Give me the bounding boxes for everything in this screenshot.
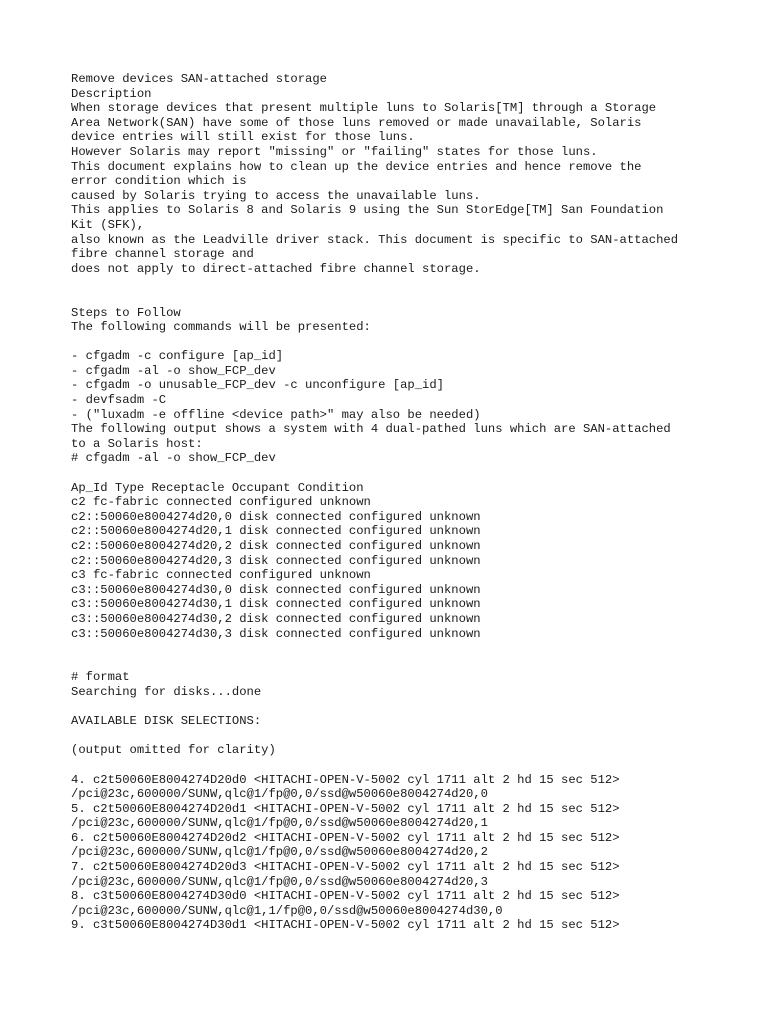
steps-intro: The following commands will be presented:: [71, 320, 371, 335]
command-item: - ("luxadm -e offline <device path>" may also be needed): [71, 407, 481, 422]
disk-list: [71, 773, 731, 934]
description-line: However Solaris may report "missing" or "failing" states for those luns.: [71, 144, 598, 159]
cfgadm-row: c2::50060e8004274d20,3 disk connected configured unknown: [71, 553, 481, 568]
cfgadm-row: c2 fc-fabric connected configured unknown: [71, 495, 371, 510]
spacer: [71, 276, 731, 291]
description-body: [71, 101, 731, 276]
command-item: - cfgadm -al -o show_FCP_dev: [71, 363, 276, 378]
command-list: [71, 349, 731, 422]
cfgadm-row: c3::50060e8004274d30,0 disk connected configured unknown: [71, 582, 481, 597]
disk-path: /pci@23c,600000/SUNW,qlc@1/fp@0,0/ssd@w50060e8004274d20,1: [71, 816, 488, 831]
description-line: error condition which is: [71, 174, 247, 189]
spacer: [71, 729, 731, 744]
steps-heading: Steps to Follow: [71, 305, 181, 320]
disk-entry: 8. c3t50060E8004274D30d0 <HITACHI-OPEN-V-5002 cyl 1711 alt 2 hd 15 sec 512>: [71, 889, 620, 904]
command-item: - cfgadm -o unusable_FCP_dev -c unconfigure [ap_id]: [71, 378, 444, 393]
description-heading: Description: [71, 86, 152, 101]
omitted-note: (output omitted for clarity): [71, 743, 276, 758]
spacer: [71, 656, 731, 671]
document-title: Remove devices SAN-attached storage: [71, 72, 327, 86]
cfgadm-table-header: Ap_Id Type Receptacle Occupant Condition: [71, 480, 364, 495]
description-line: When storage devices that present multiple luns to Solaris[TM] through a Storage: [71, 101, 657, 116]
command-item: - devfsadm -C: [71, 393, 167, 408]
command-item: - cfgadm -c configure [ap_id]: [71, 349, 284, 364]
spacer: [71, 291, 731, 306]
cfgadm-row: c3::50060e8004274d30,2 disk connected configured unknown: [71, 611, 481, 626]
cfgadm-row: c3 fc-fabric connected configured unknown: [71, 568, 371, 583]
cfgadm-row: c3::50060e8004274d30,1 disk connected configured unknown: [71, 597, 481, 612]
cfgadm-command: # cfgadm -al -o show_FCP_dev: [71, 451, 276, 466]
spacer: [71, 700, 731, 715]
disk-entry: 6. c2t50060E8004274D20d2 <HITACHI-OPEN-V-5002 cyl 1711 alt 2 hd 15 sec 512>: [71, 830, 620, 845]
description-line: Area Network(SAN) have some of those luns removed or made unavailable, Solaris: [71, 115, 642, 130]
disk-path: /pci@23c,600000/SUNW,qlc@1/fp@0,0/ssd@w50060e8004274d20,2: [71, 845, 488, 860]
output-intro-line: to a Solaris host:: [71, 436, 203, 451]
cfgadm-row: c2::50060e8004274d20,1 disk connected configured unknown: [71, 524, 481, 539]
cfgadm-output: [71, 481, 731, 642]
spacer: [71, 758, 731, 773]
description-line: Kit (SFK),: [71, 217, 145, 232]
spacer: [71, 335, 731, 350]
disk-entry: 5. c2t50060E8004274D20d1 <HITACHI-OPEN-V-5002 cyl 1711 alt 2 hd 15 sec 512>: [71, 801, 620, 816]
cfgadm-row: c2::50060e8004274d20,2 disk connected configured unknown: [71, 539, 481, 553]
output-intro-line: The following output shows a system with 4 dual-pathed luns which are SAN-attached: [71, 422, 671, 437]
cfgadm-row: c2::50060e8004274d20,0 disk connected configured unknown: [71, 509, 481, 524]
spacer: [71, 641, 731, 656]
disk-entry: 9. c3t50060E8004274D30d1 <HITACHI-OPEN-V-5002 cyl 1711 alt 2 hd 15 sec 512>: [71, 918, 620, 933]
format-search-result: Searching for disks...done: [71, 684, 262, 699]
disk-path: /pci@23c,600000/SUNW,qlc@1/fp@0,0/ssd@w50060e8004274d20,3: [71, 874, 488, 889]
description-line: also known as the Leadville driver stack. This document is specific to SAN-attached: [71, 232, 679, 247]
disk-path: /pci@23c,600000/SUNW,qlc@1,1/fp@0,0/ssd@w50060e8004274d30,0: [71, 903, 503, 918]
description-line: This applies to Solaris 8 and Solaris 9 using the Sun StorEdge[TM] San Foundation: [71, 203, 664, 218]
disk-entry: 7. c2t50060E8004274D20d3 <HITACHI-OPEN-V-5002 cyl 1711 alt 2 hd 15 sec 512>: [71, 860, 620, 875]
description-line: device entries will still exist for those luns.: [71, 130, 415, 145]
description-line: does not apply to direct-attached fibre channel storage.: [71, 261, 481, 276]
spacer: [71, 466, 731, 481]
disk-entry: 4. c2t50060E8004274D20d0 <HITACHI-OPEN-V-5002 cyl 1711 alt 2 hd 15 sec 512>: [71, 772, 620, 787]
description-line: caused by Solaris trying to access the unavailable luns.: [71, 188, 481, 203]
description-line: fibre channel storage and: [71, 247, 254, 262]
available-disks-heading: AVAILABLE DISK SELECTIONS:: [71, 714, 262, 729]
description-line: This document explains how to clean up the device entries and hence remove the: [71, 159, 642, 174]
format-command: # format: [71, 670, 130, 685]
document-page: [71, 72, 731, 933]
disk-path: /pci@23c,600000/SUNW,qlc@1/fp@0,0/ssd@w50060e8004274d20,0: [71, 787, 488, 802]
cfgadm-row: c3::50060e8004274d30,3 disk connected configured unknown: [71, 626, 481, 641]
